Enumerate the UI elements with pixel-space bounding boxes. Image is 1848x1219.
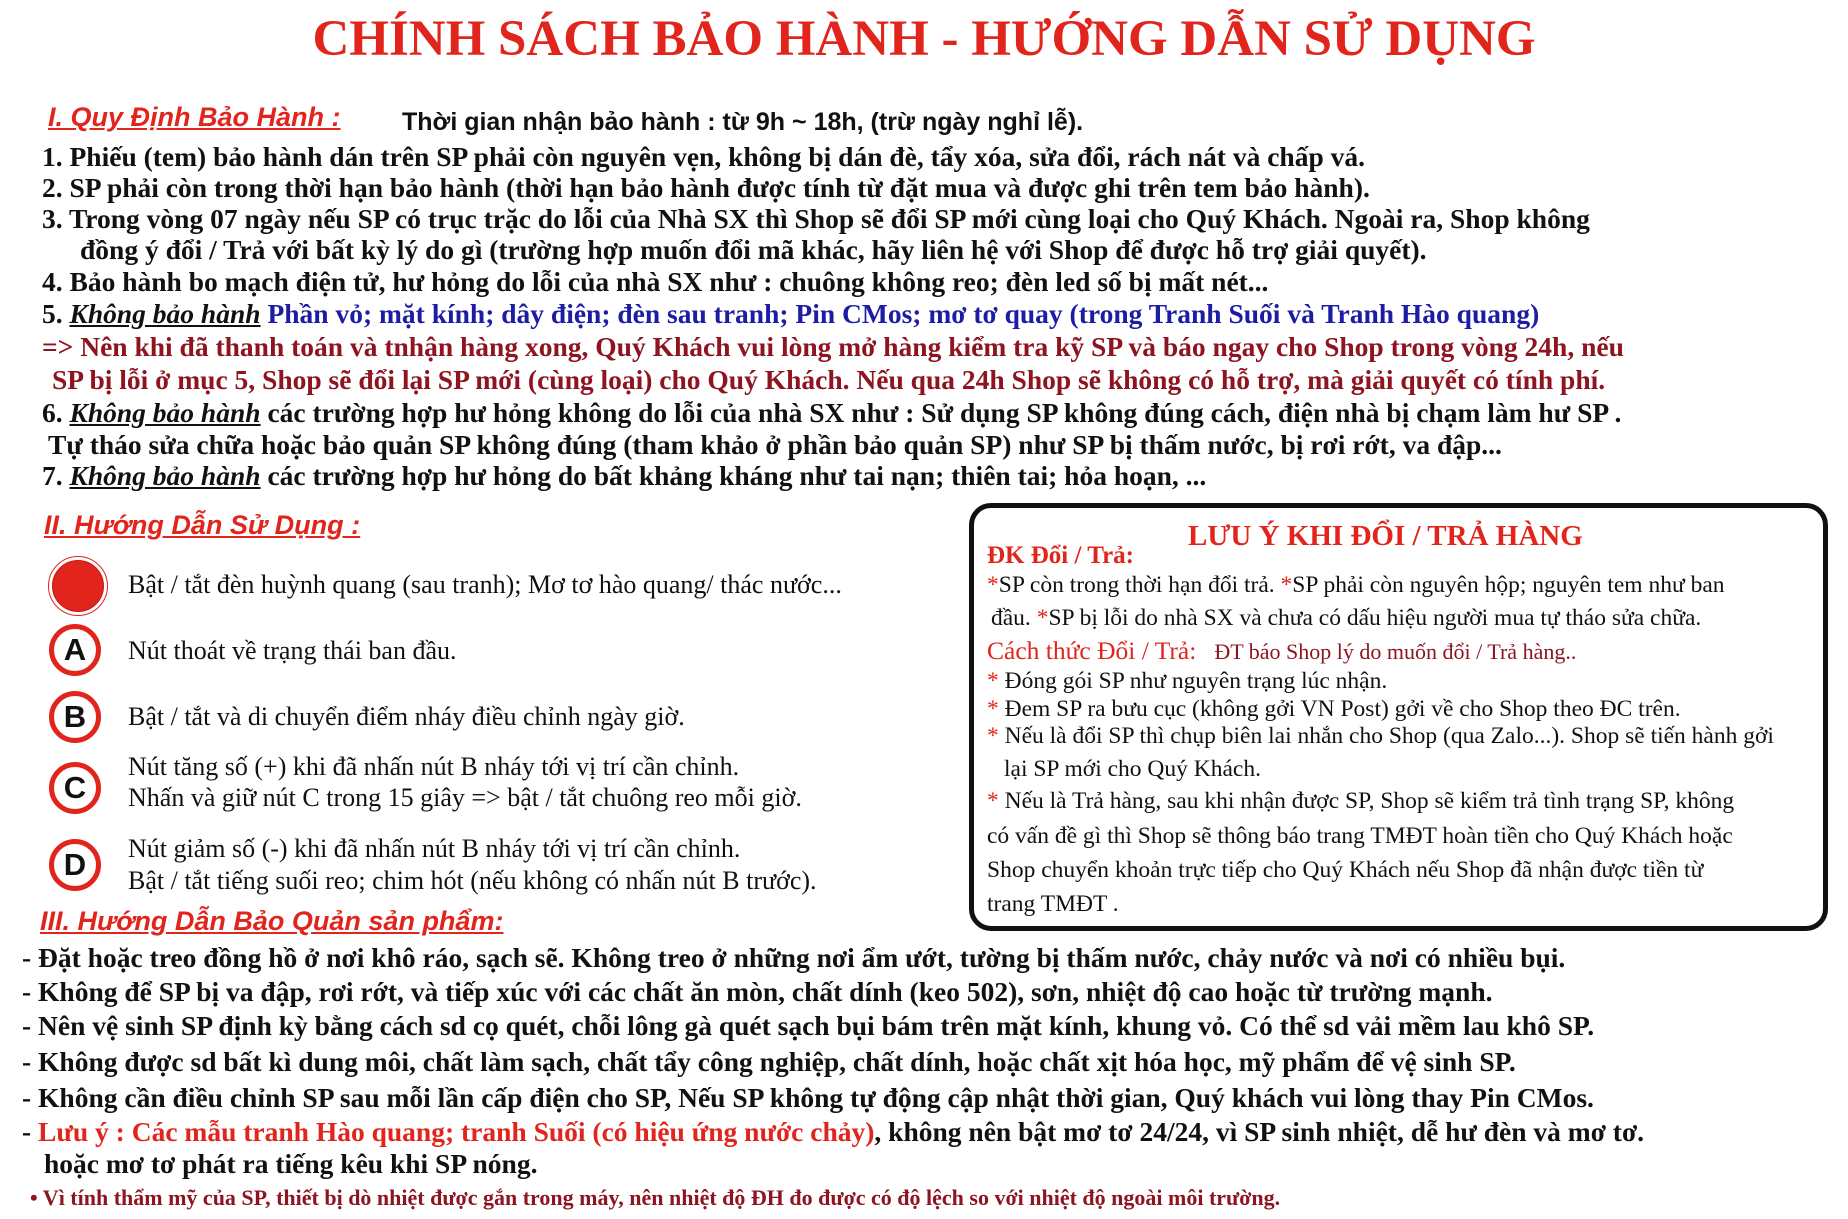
button-a-letter: A [63, 632, 87, 667]
care-item-1: - Đặt hoặc treo đồng hồ ở nơi khô ráo, sạch sẽ. Không treo ở những nơi ẩm ướt, tường bị thấm nước, chảy nước và nơi có nhiều bụi. [22, 942, 1566, 973]
item6-rest: các trường hợp hư hỏng không do lỗi của nhà SX như : Sử dụng SP không đúng cách, điện nhà bị chạm làm hư SP . [260, 397, 1622, 428]
notice-step-3-text: Nếu là đổi SP thì chụp biên lai nhắn cho Shop (qua Zalo...). Shop sẽ tiến hành gởi [998, 723, 1774, 749]
notice-condition-1a: SP còn trong thời hạn đổi trả. [998, 572, 1281, 598]
warranty-item-1: 1. Phiếu (tem) bảo hành dán trên SP phải còn nguyên vẹn, không bị dán đè, tẩy xóa, sửa đổi, rách nát và chấp vá. [42, 141, 1365, 172]
item5-note-b: SP bị lỗi ở mục 5, Shop sẽ đổi lại SP mới (cùng loại) cho Quý Khách. Nếu qua 24h Shop sẽ không có hỗ trợ, mà giải quyết có tính phí. [52, 364, 1606, 395]
item5-no-warranty: Không bảo hành [69, 298, 261, 329]
notice-step-4d: trang TMĐT . [987, 891, 1119, 917]
notice-method-label: Cách thức Đổi / Trả: [987, 636, 1197, 665]
notice-step-2 [987, 696, 1681, 723]
warranty-item-7 [42, 460, 1206, 492]
button-c-letter: C [63, 770, 87, 805]
item6-prefix: 6. [42, 397, 70, 428]
notice-step-4-text: Nếu là Trả hàng, sau khi nhận được SP, Shop sẽ kiểm trả tình trạng SP, không [998, 788, 1735, 814]
button-d-desc-2: Bật / tắt tiếng suối reo; chim hót (nếu không có nhấn nút B trước). [128, 866, 817, 895]
notice-condition-1b: SP phải còn nguyên hộp; nguyên tem như ban [1292, 572, 1725, 598]
notice-step-3b: lại SP mới cho Quý Khách. [1004, 756, 1261, 782]
star-mark: * [987, 668, 999, 694]
page-title: CHÍNH SÁCH BẢO HÀNH - HƯỚNG DẪN SỬ DỤNG [312, 11, 1536, 67]
star-mark: * [987, 723, 999, 749]
item5-prefix: 5. [42, 298, 70, 329]
notice-condition-2b: SP bị lỗi do nhà SX và chưa có dấu hiệu người mua tự tháo sửa chữa. [1048, 605, 1702, 631]
notice-condition-label: ĐK Đổi / Trả: [987, 542, 1134, 569]
care-item-6 [22, 1116, 1644, 1148]
item5-parts: Phần vỏ; mặt kính; dây điện; đèn sau tranh; Pin CMos; mơ tơ quay (trong Tranh Suối và Tranh Hào quang) [260, 298, 1540, 329]
warranty-item-5 [42, 298, 1539, 330]
star-mark: * [987, 572, 999, 598]
care-warning: Lưu ý : Các mẫu tranh Hào quang; tranh Suối (có hiệu ứng nước chảy) [38, 1116, 875, 1147]
button-b-letter: B [63, 699, 87, 734]
warranty-item-2: 2. SP phải còn trong thời hạn bảo hành (thời hạn bảo hành được tính từ đặt mua và được ghi trên tem bảo hành). [42, 172, 1370, 203]
notice-step-1-text: Đóng gói SP như nguyên trạng lúc nhận. [998, 668, 1388, 694]
section1-heading: I. Quy Định Bảo Hành : [48, 102, 341, 132]
care-item-2: - Không để SP bị va đập, rơi rớt, và tiếp xúc với các chất ăn mòn, chất dính (keo 502), sơn, nhiệt độ cao hoặc từ trường mạnh. [22, 976, 1493, 1007]
button-c-icon [49, 762, 101, 814]
notice-condition-2 [991, 605, 1701, 632]
button-a-icon [49, 624, 101, 676]
care-item-6-rest: , không nên bật mơ tơ 24/24, vì SP sinh nhiệt, dễ hư đèn và mơ tơ. [874, 1116, 1645, 1147]
footnote: • Vì tính thẩm mỹ của SP, thiết bị dò nhiệt được gắn trong máy, nên nhiệt độ ĐH đo được có độ lệch so với nhiệt độ ngoài môi trường. [30, 1185, 1281, 1210]
button-b-icon [49, 691, 101, 743]
notice-method-desc: ĐT báo Shop lý do muốn đổi / Trả hàng.. [1214, 639, 1577, 664]
button-d-icon [49, 839, 101, 891]
warranty-item-6 [42, 397, 1621, 429]
button-a-desc: Nút thoát về trạng thái ban đầu. [128, 636, 457, 665]
section3-heading: III. Hướng Dẫn Bảo Quản sản phẩm: [40, 906, 504, 936]
notice-step-3 [987, 723, 1774, 750]
red-button-desc: Bật / tắt đèn huỳnh quang (sau tranh); Mơ tơ hào quang/ thác nước... [128, 570, 842, 599]
notice-condition-2a: đầu. [991, 605, 1037, 631]
notice-step-4 [987, 788, 1734, 815]
item6-no-warranty: Không bảo hành [69, 397, 261, 428]
notice-method [987, 636, 1576, 666]
care-item-4: - Không được sd bất kì dung môi, chất làm sạch, chất tẩy công nghiệp, chất dính, hoặc chất xịt hóa học, mỹ phẩm để vệ sinh SP. [22, 1046, 1516, 1077]
warranty-item-3b: đồng ý đổi / Trả với bất kỳ lý do gì (trường hợp muốn đổi mã khác, hãy liên hệ với Shop để được hỗ trợ giải quyết). [80, 234, 1427, 265]
care-item-5: - Không cần điều chỉnh SP sau mỗi lần cấp điện cho SP, Nếu SP không tự động cập nhật thời gian, Quý khách vui lòng thay Pin CMos. [22, 1082, 1594, 1113]
warranty-item-3a: 3. Trong vòng 07 ngày nếu SP có trục trặc do lỗi của Nhà SX thì Shop sẽ đổi SP mới cùng loại cho Quý Khách. Ngoài ra, Shop không [42, 203, 1590, 234]
star-mark: * [987, 788, 999, 814]
notice-condition-1 [987, 572, 1725, 599]
item5-note-a: => Nên khi đã thanh toán và tnhận hàng xong, Quý Khách vui lòng mở hàng kiểm tra kỹ SP và báo ngay cho Shop trong vòng 24h, nếu [42, 331, 1624, 362]
notice-title: LƯU Ý KHI ĐỔI / TRẢ HÀNG [1188, 520, 1583, 552]
star-mark: * [1280, 572, 1293, 598]
button-c-desc-1: Nút tăng số (+) khi đã nhấn nút B nháy tới vị trí cần chỉnh. [128, 752, 740, 781]
button-d-letter: D [63, 847, 87, 882]
warranty-item-6b: Tự tháo sửa chữa hoặc bảo quản SP không đúng (tham khảo ở phần bảo quản SP) như SP bị thấm nước, bị rơi rớt, va đập... [48, 429, 1502, 460]
notice-step-4c: Shop chuyển khoản trực tiếp cho Quý Khách nếu Shop đã nhận được tiền từ [987, 857, 1704, 883]
item7-no-warranty: Không bảo hành [69, 460, 261, 491]
care-item-3: - Nên vệ sinh SP định kỳ bằng cách sd cọ quét, chỗi lông gà quét sạch bụi bám trên mặt kính, khung vỏ. Có thể sd vải mềm lau khô SP. [22, 1010, 1595, 1041]
button-b-desc: Bật / tắt và di chuyển điểm nháy điều chỉnh ngày giờ. [128, 702, 685, 731]
care-item-6b: hoặc mơ tơ phát ra tiếng kêu khi SP nóng. [44, 1148, 538, 1179]
item7-rest: các trường hợp hư hỏng do bất khảng kháng như tai nạn; thiên tai; hỏa hoạn, ... [260, 460, 1207, 491]
notice-step-1 [987, 668, 1387, 695]
notice-step-4b: có vấn đề gì thì Shop sẽ thông báo trang TMĐT hoàn tiền cho Quý Khách hoặc [987, 823, 1733, 849]
item7-prefix: 7. [42, 460, 70, 491]
notice-step-2-text: Đem SP ra bưu cục (không gởi VN Post) gởi về cho Shop theo ĐC trên. [998, 696, 1681, 722]
button-c-desc-2: Nhấn và giữ nút C trong 15 giây => bật / tắt chuông reo mỗi giờ. [128, 783, 802, 812]
section2-heading: II. Hướng Dẫn Sử Dụng : [44, 510, 361, 540]
warranty-hours: Thời gian nhận bảo hành : từ 9h ~ 18h, (trừ ngày nghỉ lễ). [402, 108, 1084, 136]
warranty-item-4: 4. Bảo hành bo mạch điện tử, hư hỏng do lỗi của nhà SX như : chuông không reo; đèn led số bị mất nét... [42, 266, 1269, 297]
button-d-desc-1: Nút giảm số (-) khi đã nhấn nút B nháy tới vị trí cần chỉnh. [128, 834, 741, 863]
star-mark: * [1036, 605, 1049, 631]
red-button-icon [52, 560, 104, 612]
star-mark: * [987, 696, 999, 722]
care-item-6-dash: - [22, 1116, 39, 1147]
